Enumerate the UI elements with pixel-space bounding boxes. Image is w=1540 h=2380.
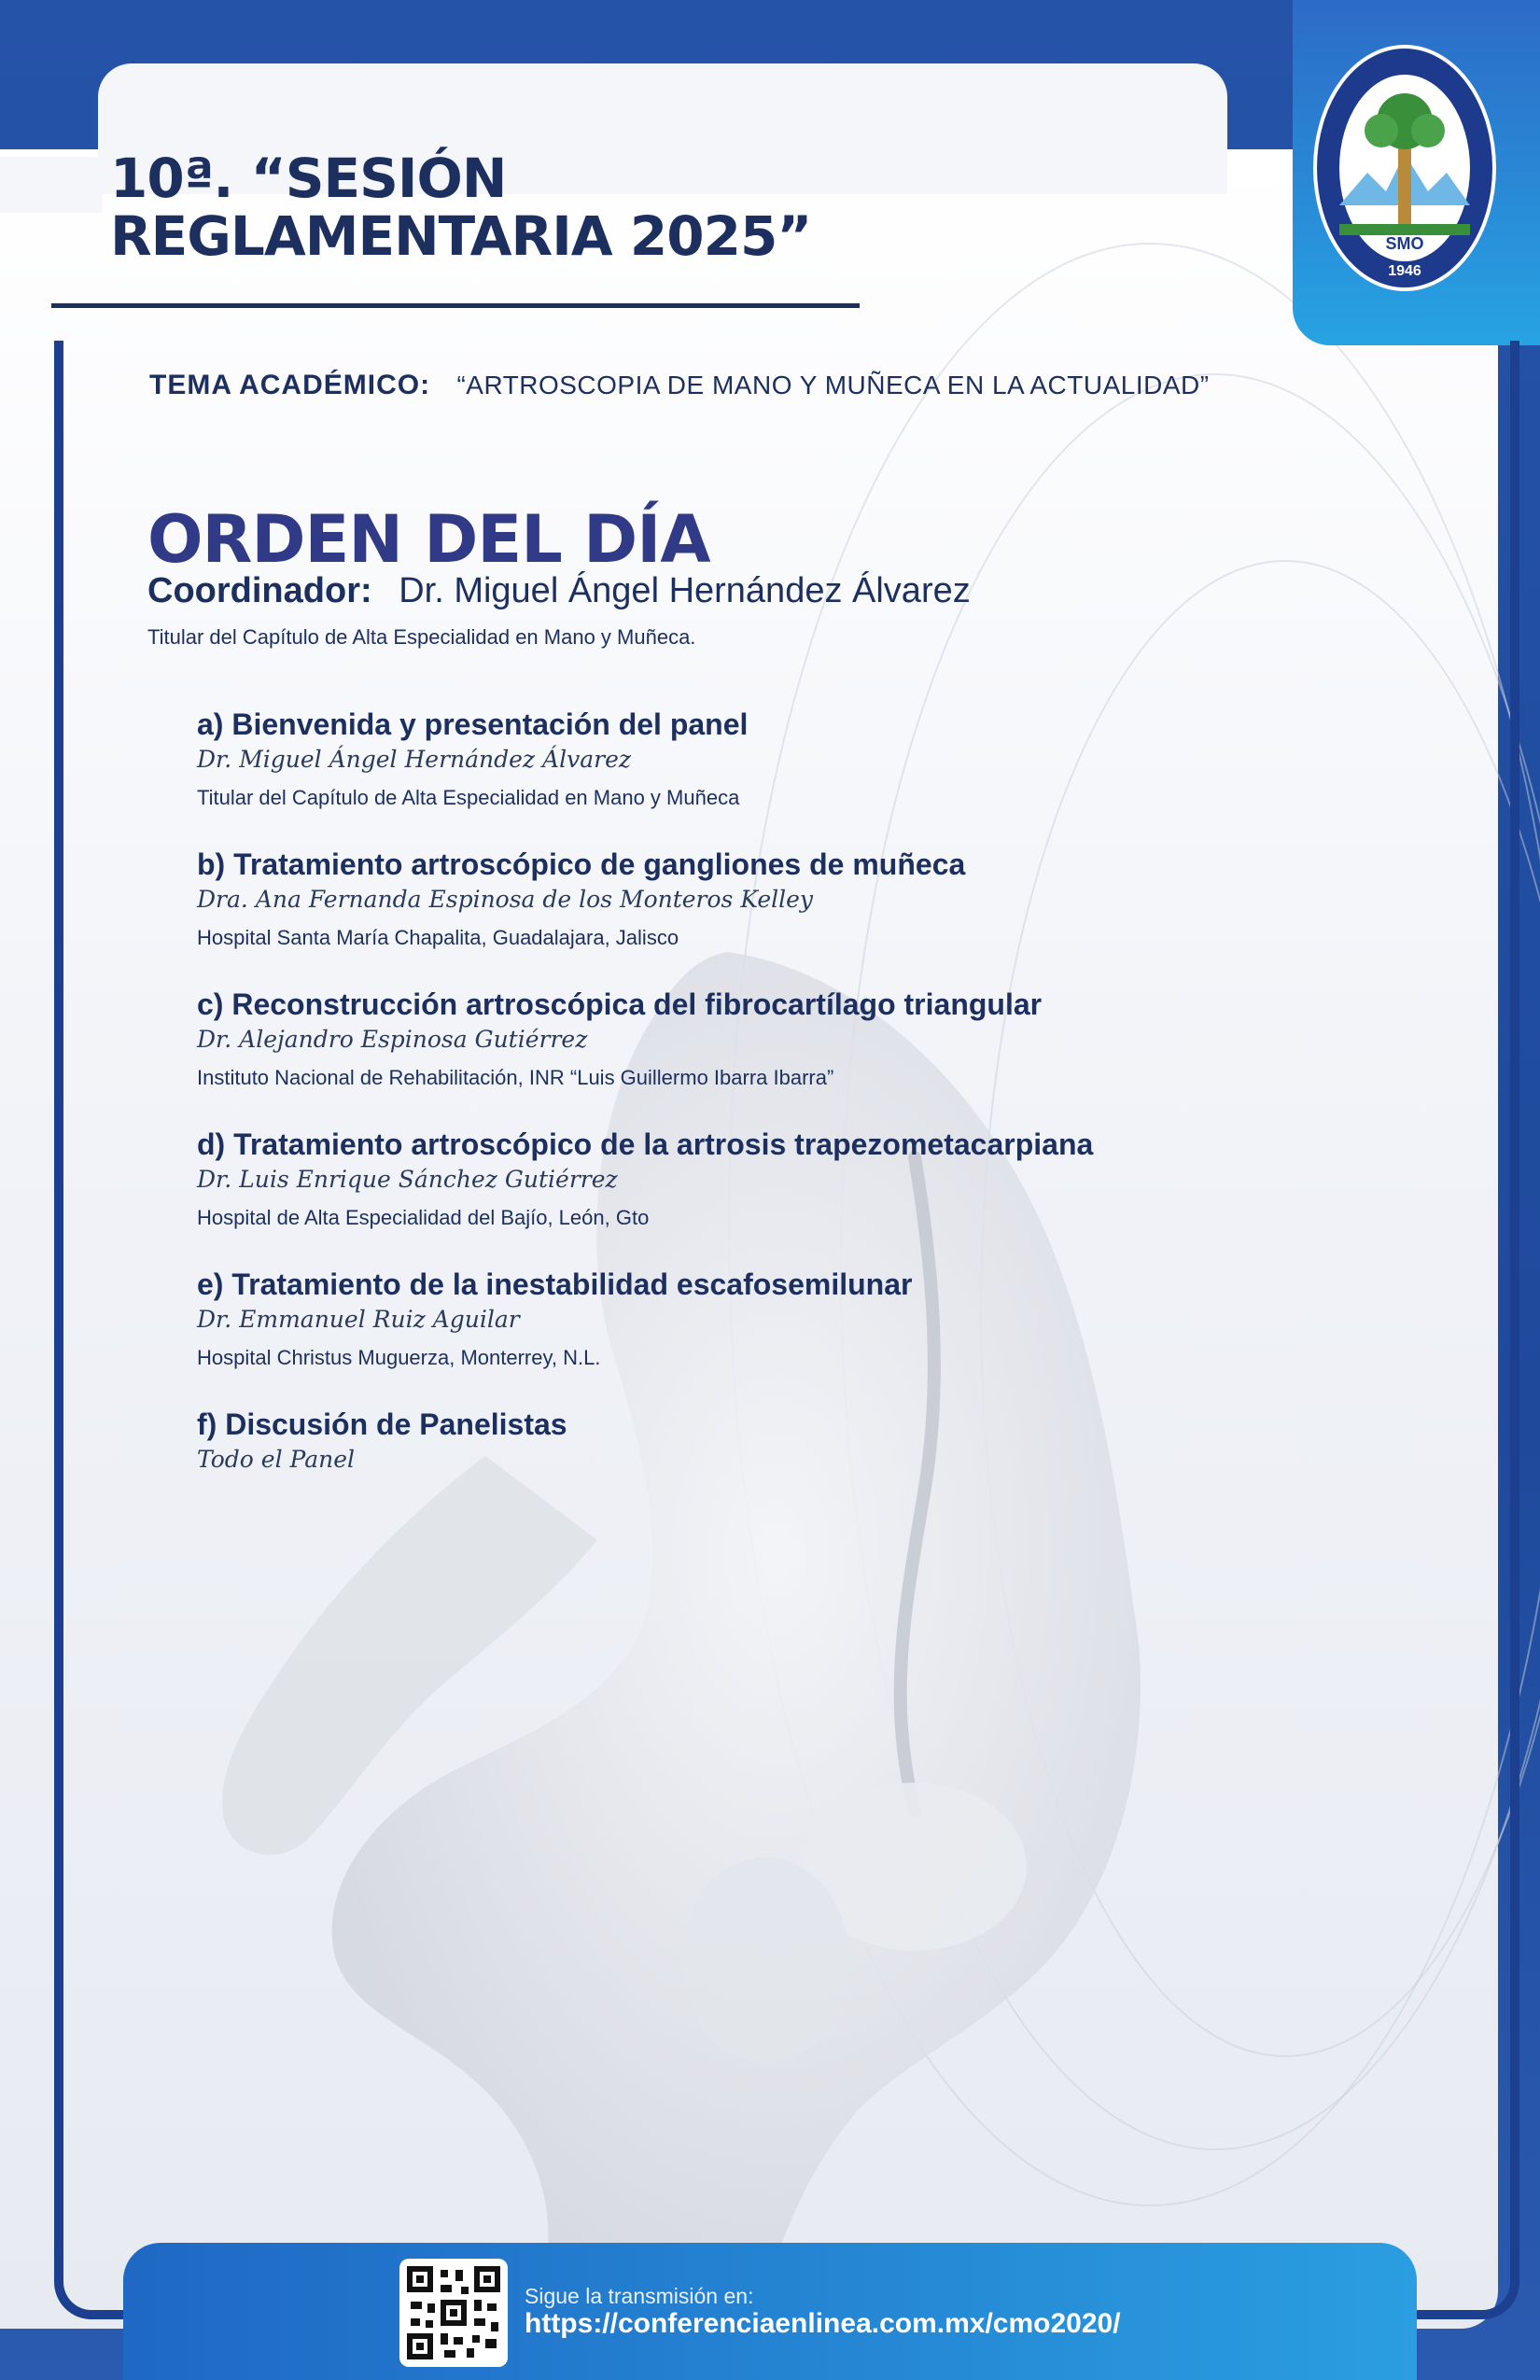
agenda-item-title: b) Tratamiento artroscópico de gangliones de muñeca <box>197 847 966 881</box>
tema-value: “ARTROSCOPIA DE MANO Y MUÑECA EN LA ACTUALIDAD” <box>456 371 1210 399</box>
agenda-item <box>197 1406 1317 1477</box>
title-line-1: 10ª. “SESIÓN <box>110 147 507 210</box>
agenda-item-speaker: Dr. Luis Enrique Sánchez Gutiérrez <box>197 1166 618 1193</box>
title-line-2: REGLAMENTARIA 2025” <box>110 204 812 268</box>
agenda-item-speaker: Dr. Miguel Ángel Hernández Álvarez <box>197 746 632 773</box>
qr-code-icon[interactable] <box>399 2259 508 2367</box>
tema-academico <box>149 370 1210 401</box>
tree-seal-icon <box>1311 42 1498 294</box>
coordinator-title: Titular del Capítulo de Alta Especialidad en Mano y Muñeca. <box>147 625 696 649</box>
tema-label: TEMA ACADÉMICO: <box>149 370 431 400</box>
agenda-item-institution: Instituto Nacional de Rehabilitación, INR “Luis Guillermo Ibarra Ibarra” <box>197 1066 834 1089</box>
stream-url-link[interactable]: https://conferenciaenlinea.com.mx/cmo2020/ <box>525 2308 1121 2339</box>
orden-heading: ORDEN DEL DÍA <box>147 501 710 578</box>
agenda-item-speaker: Dr. Emmanuel Ruiz Aguilar <box>197 1306 520 1333</box>
coordinator-label: Coordinador: <box>147 571 372 610</box>
coordinator <box>147 571 971 611</box>
agenda-item-institution: Hospital de Alta Especialidad del Bajío, León, Gto <box>197 1206 650 1229</box>
agenda-item-speaker: Dra. Ana Fernanda Espinosa de los Monteros Kelley <box>197 886 814 913</box>
agenda-item <box>197 1266 1317 1379</box>
coordinator-name: Dr. Miguel Ángel Hernández Álvarez <box>399 571 971 610</box>
stream-label: Sigue la transmisión en: <box>525 2284 754 2308</box>
title-divider <box>51 303 860 308</box>
agenda-item-title: e) Tratamiento de la inestabilidad escafosemilunar <box>197 1267 913 1301</box>
agenda-item-title: c) Reconstrucción artroscópica del fibrocartílago triangular <box>197 987 1043 1021</box>
logo-abbr: SMO <box>1385 234 1424 253</box>
agenda-item-institution: Hospital Santa María Chapalita, Guadalajara, Jalisco <box>197 926 679 949</box>
content-panel-corner <box>0 157 103 213</box>
agenda-item <box>197 706 1317 819</box>
agenda-item-speaker: Todo el Panel <box>197 1446 356 1473</box>
agenda-list <box>197 706 1317 1503</box>
agenda-item-speaker: Dr. Alejandro Espinosa Gutiérrez <box>197 1026 588 1053</box>
agenda-item <box>197 1126 1317 1239</box>
agenda-item-institution: Titular del Capítulo de Alta Especialidad en Mano y Muñeca <box>197 786 740 809</box>
agenda-item-title: d) Tratamiento artroscópico de la artrosis trapezometacarpiana <box>197 1127 1094 1161</box>
agenda-item <box>197 986 1317 1099</box>
agenda-item-title: a) Bienvenida y presentación del panel <box>197 707 749 741</box>
agenda-item-title: f) Discusión de Panelistas <box>197 1407 567 1441</box>
logo-year: 1946 <box>1388 263 1421 279</box>
page-title <box>110 147 812 268</box>
agenda-item-institution: Hospital Christus Muguerza, Monterrey, N.L. <box>197 1346 601 1369</box>
agenda-item <box>197 846 1317 959</box>
